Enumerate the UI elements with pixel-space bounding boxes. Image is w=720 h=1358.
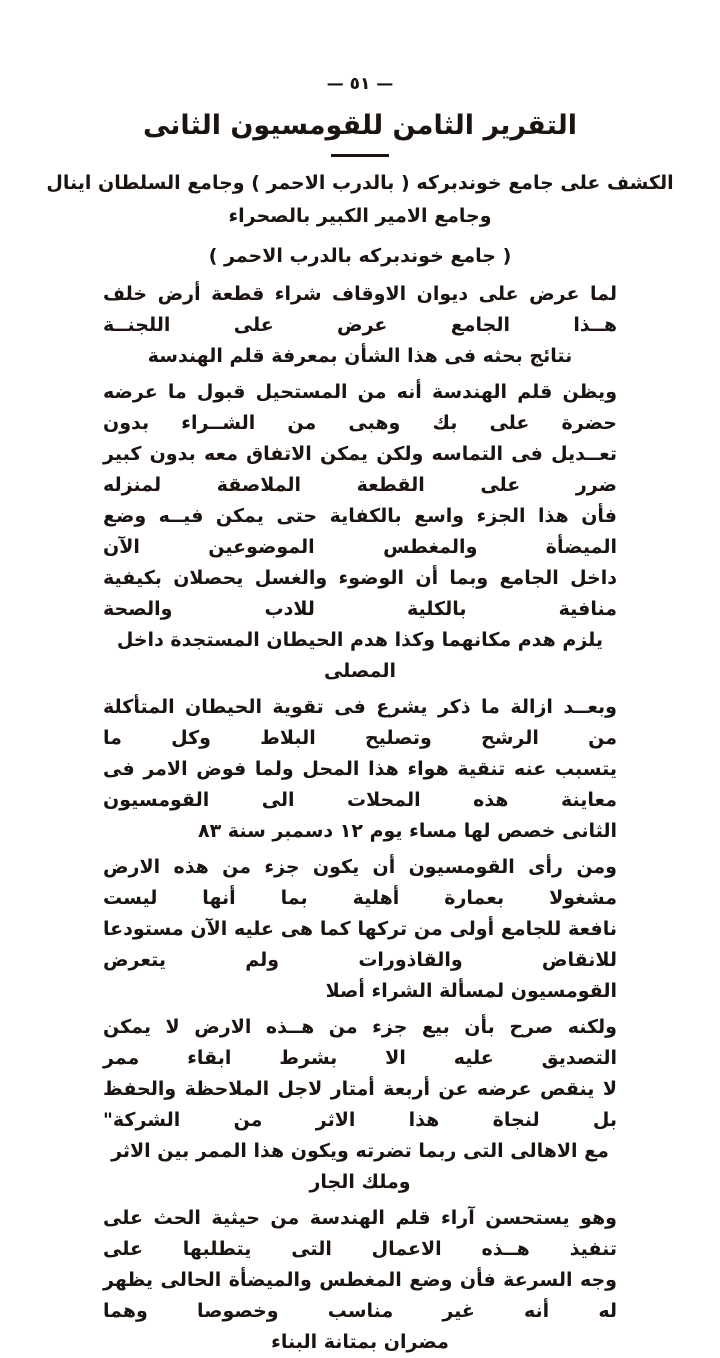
subtitle-line-1: الكشف على جامع خوندبركه ( بالدرب الاحمر ) وجامع السلطان اينال [46, 172, 674, 194]
paragraph [103, 279, 617, 372]
paragraph [103, 1012, 617, 1198]
text-line: نتائج بحثه فى هذا الشأن بمعرفة قلم الهندسة [147, 345, 573, 367]
text-line: داخل الجامع وبما أن الوضوء والغسل يحصلان بكيفية منافية بالكلية للادب والصحة [103, 567, 617, 620]
report-title: التقرير الثامن للقومسيون الثانى [142, 110, 578, 141]
text-line: ولكنه صرح بأن بيع جزء من هــذه الارض لا يمكن التصديق عليه الا بشرط ابقاء ممر [103, 1016, 617, 1069]
paragraph [103, 377, 617, 687]
text-line: ومن رأى القومسيون أن يكون جزء من هذه الارض مشغولا بعمارة أهلية بما أنها ليست [103, 856, 617, 909]
report-body [103, 279, 617, 1358]
paragraph [103, 852, 617, 1007]
text-line: ويظن قلم الهندسة أنه من المستحيل قبول ما عرضه حضرة على بك وهبى من الشــراء بدون [103, 381, 617, 434]
text-line: يلزم هدم مكانهما وكذا هدم الحيطان المستجدة داخل المصلى [116, 629, 604, 682]
text-line: فأن هذا الجزء واسع بالكفاية حتى يمكن فيــه وضع الميضأة والمغطس الموضوعين الآن [103, 505, 617, 558]
text-line: مع الاهالى التى ربما تضرته ويكون هذا الممر بين الاثر وملك الجار [111, 1140, 609, 1193]
subtitle-line-2: وجامع الامير الكبير بالصحراء [228, 205, 492, 227]
text-line: وجه السرعة فأن وضع المغطس والميضأة الحالى يظهر له أنه غير مناسب وخصوصا وهما [103, 1269, 617, 1322]
text-line: وبعــد ازالة ما ذكر يشرع فى تقوية الحيطان المتأكلة من الرشح وتصليح البلاط وكل ما [103, 696, 617, 749]
paragraph [103, 692, 617, 847]
text-line: مضران بمتانة البناء [271, 1331, 449, 1353]
text-line: نافعة للجامع أولى من تركها كما هى عليه الآن مستودعا للانقاض والقاذورات ولم يتعرض [103, 918, 617, 971]
text-line: لما عرض على ديوان الاوقاف شراء قطعة أرض خلف هــذا الجامع عرض على اللجنــة [103, 283, 617, 336]
text-line: الثانى خصص لها مساء يوم ١٢ دسمبر سنة ٨٣ [197, 820, 617, 842]
report-subtitle [0, 167, 720, 233]
title-divider [331, 154, 389, 157]
text-line: تعــديل فى التماسه ولكن يمكن الاتفاق معه بدون كبير ضرر على القطعة الملاصقة لمنزله [103, 443, 617, 496]
paragraph [103, 1203, 617, 1358]
section-heading: ( جامع خوندبركه بالدرب الاحمر ) [208, 245, 512, 267]
text-line: لا ينقص عرضه عن أربعة أمتار لاجل الملاحظة والحفظ بل لنجاة هذا الاثر من الشركة" [103, 1078, 617, 1131]
page-number: — ٥١ — [326, 74, 394, 94]
text-line: يتسبب عنه تنقية هواء هذا المحل ولما فوض الامر فى معاينة هذه المحلات الى القومسيون [103, 758, 617, 811]
text-line: القومسيون لمسألة الشراء أصلا [325, 980, 617, 1002]
text-line: وهو يستحسن آراء قلم الهندسة من حيثية الحث على تنفيذ هــذه الاعمال التى يتطلبها على [103, 1207, 617, 1260]
